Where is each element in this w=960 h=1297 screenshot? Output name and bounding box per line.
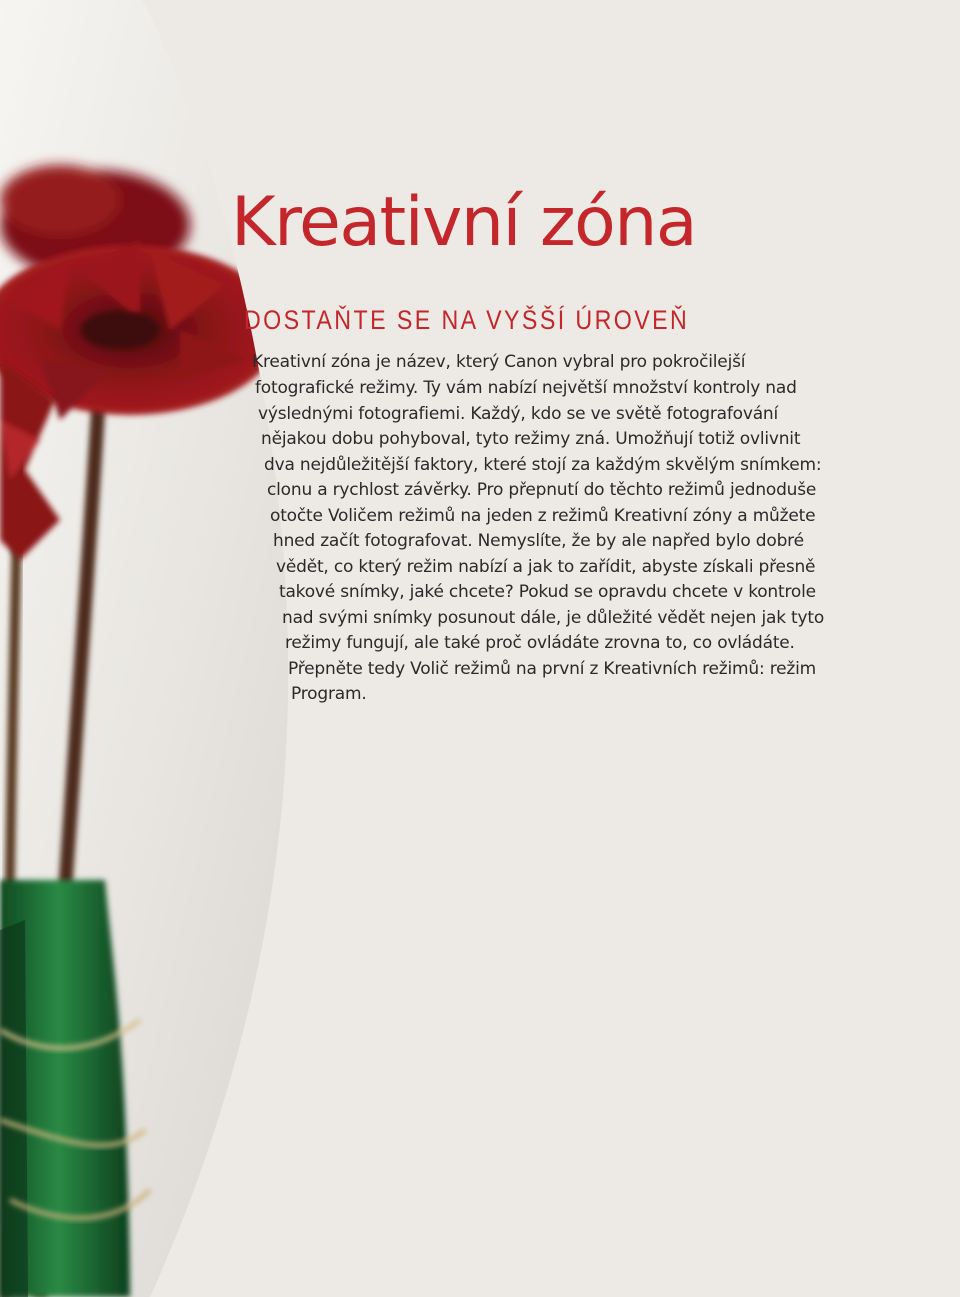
- paragraph-line: Program.: [291, 684, 367, 704]
- paragraph-line: hned začít fotografovat. Nemyslíte, že by ale napřed bylo dobré: [273, 531, 804, 551]
- paragraph-line: vědět, co který režim nabízí a jak to zařídit, abyste získali přesně: [276, 557, 816, 577]
- paragraph-line: režimy fungují, ale také proč ovládáte zrovna to, co ovládáte.: [285, 633, 795, 653]
- paragraph-line: Přepněte tedy Volič režimů na první z Kreativních režimů: režim: [288, 659, 816, 679]
- paragraph-line: výslednými fotografiemi. Každý, kdo se ve světě fotografování: [258, 404, 779, 424]
- section-heading: DOSTAŇTE SE NA VYŠŠÍ ÚROVEŇ: [244, 305, 690, 335]
- page-title: Kreativní zóna: [231, 183, 697, 262]
- paragraph-line: clonu a rychlost závěrky. Pro přepnutí do těchto režimů jednoduše: [267, 480, 817, 500]
- paragraph-line: takové snímky, jaké chcete? Pokud se opravdu chcete v kontrole: [279, 582, 816, 602]
- paragraph-line: nad svými snímky posunout dále, je důležité vědět nejen jak tyto: [282, 608, 825, 628]
- paragraph-line: nějakou dobu pohyboval, tyto režimy zná. Umožňují totiž ovlivnit: [261, 429, 801, 449]
- paragraph-line: fotografické režimy. Ty vám nabízí největší množství kontroly nad: [255, 378, 797, 398]
- paragraph-line: otočte Voličem režimů na jeden z režimů Kreativní zóny a můžete: [270, 506, 816, 526]
- paragraph-line: Kreativní zóna je název, který Canon vybral pro pokročilejší: [252, 352, 746, 372]
- paragraph-line: dva nejdůležitější faktory, které stojí za každým skvělým snímkem:: [264, 455, 822, 475]
